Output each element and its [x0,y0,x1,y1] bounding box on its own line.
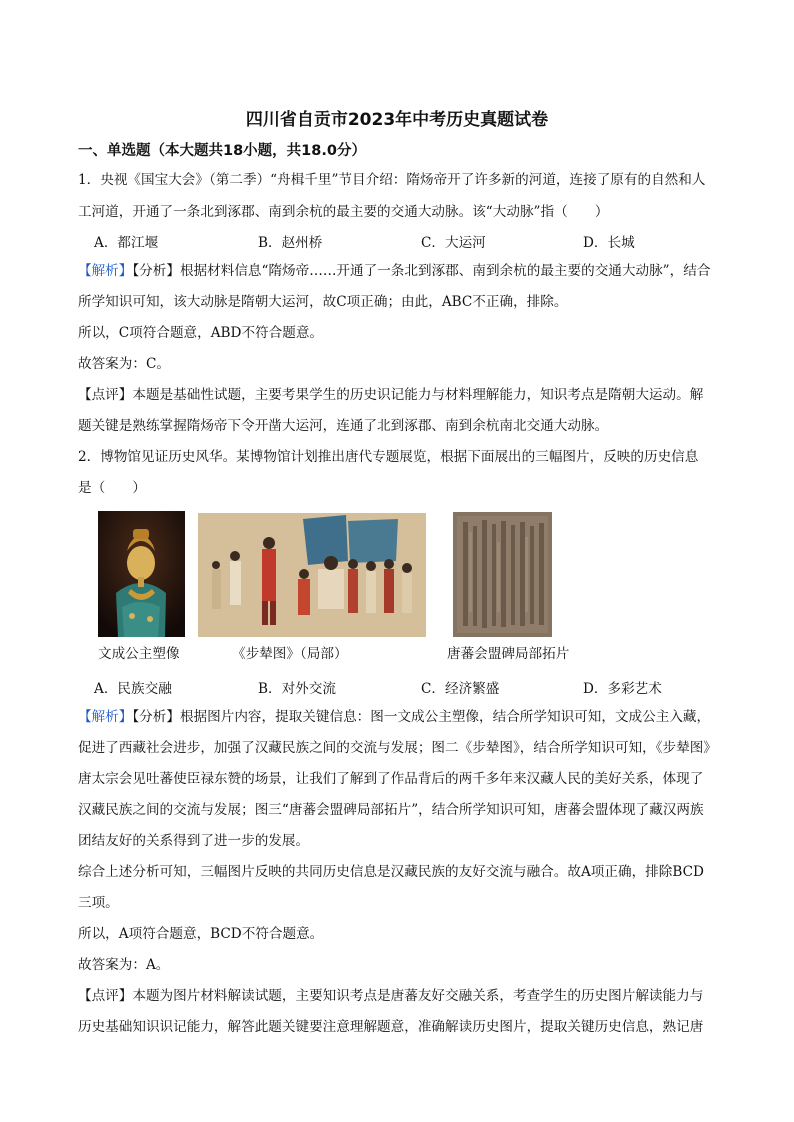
analysis-tag: 【解析】 [78,709,133,725]
statue-illustration [98,511,185,637]
q1-conclusion: 所以，C项符合题意，ABD不符合题意。 [78,325,324,341]
q1-option-b: B．赵州桥 [258,235,323,251]
q2-option-b: B．对外交流 [258,681,336,697]
caption-statue: 文成公主塑像 [98,646,180,662]
q2-analysis-line3: 唐太宗会见吐蕃使臣禄东赞的场景，让我们了解到了作品背后的两千多年来汉藏人民的美好关系，体现了 [78,771,704,787]
q2-stem-line1: 2．博物馆见证历史风华。某博物馆计划推出唐代专题展览，根据下面展出的三幅图片，反映的历史信息 [78,449,699,465]
q1-comment-line1: 【点评】本题是基础性试题，主要考果学生的历史识记能力与材料理解能力，知识考点是隋朝大运动。解 [78,387,704,403]
painting-image [198,513,426,637]
caption-painting: 《步辇图》（局部） [232,646,348,662]
rubbing-image [453,512,552,637]
statue-image [98,511,185,637]
q2-option-c: C．经济繁盛 [421,681,500,697]
q2-option-a: A．民族交融 [94,681,172,697]
q1-comment-line2: 题关键是熟练掌握隋炀帝下令开凿大运河，连通了北到涿郡、南到余杭南北交通大动脉。 [78,418,609,434]
q2-analysis-line1 [78,709,748,725]
q1-option-a: A．都江堰 [94,235,159,251]
rubbing-illustration [453,512,552,637]
painting-illustration [198,513,426,637]
q2-summary-line1: 综合上述分析可知，三幅图片反映的共同历史信息是汉藏民族的友好交流与融合。故A项正确，排除BCD [78,864,704,880]
section-heading: 一、单选题（本大题共18小题，共18.0分） [78,143,366,159]
q2-analysis-line5: 团结友好的关系得到了进一步的发展。 [78,833,310,849]
q1-stem-line1: 1．央视《国宝大会》（第二季）“舟楫千里”节目介绍：隋炀帝开了许多新的河道，连接了原有的自然和人 [78,172,706,188]
q1-analysis-text: 【分析】根据材料信息“隋炀帝……开通了一条北到涿郡、南到余杭的最主要的交通大动脉”，结合 [132,263,711,279]
page-title: 四川省自贡市2023年中考历史真题试卷 [245,110,549,130]
q2-analysis-line2: 促进了西藏社会进步，加强了汉藏民族之间的交流与发展；图二《步辇图》，结合所学知识可知，《步辇图》 [78,740,717,756]
q2-option-d: D．多彩艺术 [583,681,662,697]
q1-option-d: D．长城 [583,235,635,251]
q2-conclusion: 所以，A项符合题意，BCD不符合题意。 [78,926,324,942]
q1-analysis-line2: 所学知识可知，该大动脉是隋朝大运河，故C项正确；由此，ABC不正确，排除。 [78,294,568,310]
q1-answer: 故答案为：C。 [78,356,170,372]
q2-analysis-line4: 汉藏民族之间的交流与发展；图三“唐蕃会盟碑局部拓片”，结合所学知识可知，唐蕃会盟体现了藏汉两族 [78,802,704,818]
q1-analysis-line1 [78,263,748,279]
q2-comment-line1: 【点评】本题为图片材料解读试题，主要知识考点是唐蕃友好交融关系，考查学生的历史图片解读能力与 [78,988,704,1004]
q2-stem-line2: 是（ ） [78,480,146,496]
q2-comment-line2: 历史基础知识识记能力，解答此题关键要注意理解题意，准确解读历史图片，提取关键历史信息，熟记唐 [78,1019,704,1035]
caption-rubbing: 唐蕃会盟碑局部拓片 [447,646,570,662]
q1-option-c: C．大运河 [421,235,486,251]
q2-summary-line2: 三项。 [78,895,119,911]
q2-answer: 故答案为：A。 [78,957,170,973]
analysis-tag: 【解析】 [78,263,133,279]
q2-analysis-text: 【分析】根据图片内容，提取关键信息：图一文成公主塑像，结合所学知识可知，文成公主入藏， [132,709,711,725]
q1-stem-line2: 工河道，开通了一条北到涿郡、南到余杭的最主要的交通大动脉。该“大动脉”指（ ） [78,204,609,220]
